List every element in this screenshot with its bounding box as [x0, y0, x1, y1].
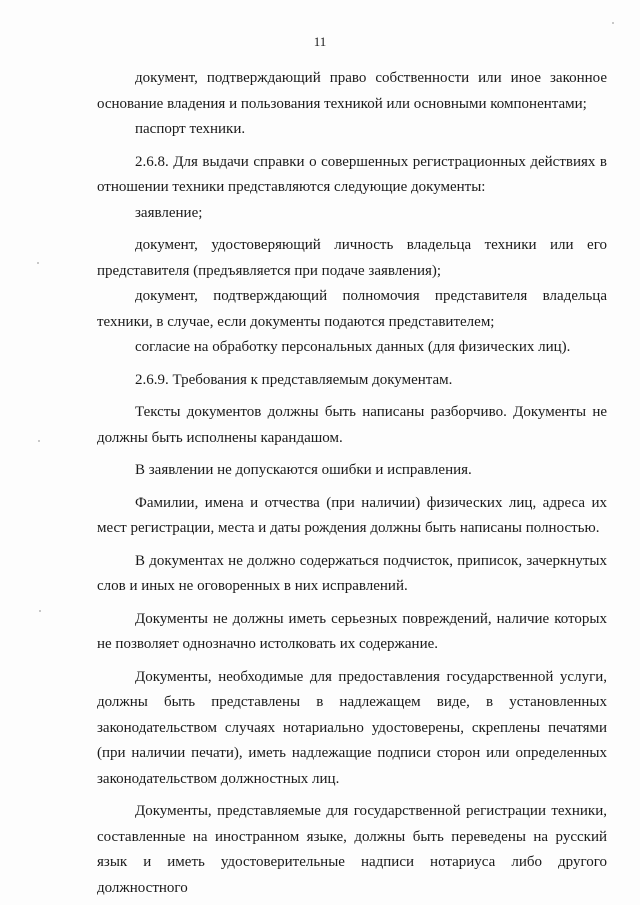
scan-speck	[39, 610, 41, 612]
paragraph: заявление;	[135, 204, 203, 221]
paragraph: Фамилии, имена и отчества (при наличии) физических лиц, адреса их мест регистрации, места и даты рождения должны быть написаны полностью.	[97, 494, 607, 536]
paragraph: Документы не должны иметь серьезных повреждений, наличие которых не позволяет однозначно истолковать их содержание.	[97, 610, 607, 652]
paragraph: Тексты документов должны быть написаны разборчиво. Документы не должны быть исполнены карандашом.	[97, 404, 607, 446]
paragraph: документ, подтверждающий полномочия представителя владельца техники, в случае, если документы подаются представителем;	[97, 288, 607, 330]
paragraph: документ, подтверждающий право собственности или иное законное основание владения и пользования техникой или основными компонентами;	[97, 70, 607, 112]
paragraph: Документы, представляемые для государственной регистрации техники, составленные на иностранном языке, должны быть переведены на русский язык и иметь удостоверительные надписи нотариуса либо другого должностного	[97, 803, 607, 896]
paragraph: 2.6.8. Для выдачи справки о совершенных регистрационных действиях в отношении техники представляются следующие документы:	[97, 153, 607, 195]
document-body	[97, 66, 607, 908]
paragraph: В заявлении не допускаются ошибки и исправления.	[135, 462, 472, 478]
scan-speck	[612, 22, 614, 24]
paragraph: документ, удостоверяющий личность владельца техники или его представителя (предъявляется при подаче заявления);	[97, 237, 607, 279]
scan-speck	[37, 262, 39, 264]
paragraph: В документах не должно содержаться подчисток, приписок, зачеркнутых слов и иных не оговоренных в них исправлений.	[97, 552, 607, 594]
paragraph: согласие на обработку персональных данных (для физических лиц).	[135, 339, 571, 355]
page-number: 11	[313, 34, 327, 49]
scan-speck	[38, 440, 40, 442]
paragraph: 2.6.9. Требования к представляемым документам.	[135, 371, 453, 388]
paragraph: Документы, необходимые для предоставления государственной услуги, должны быть представлены в надлежащем виде, в установленных законодательством случаях нотариально удостоверены, скреплены печатями (при наличии печати), иметь надлежащие подписи сторон или определенных законодательством должностных лиц.	[97, 668, 607, 787]
paragraph: паспорт техники.	[135, 121, 246, 137]
